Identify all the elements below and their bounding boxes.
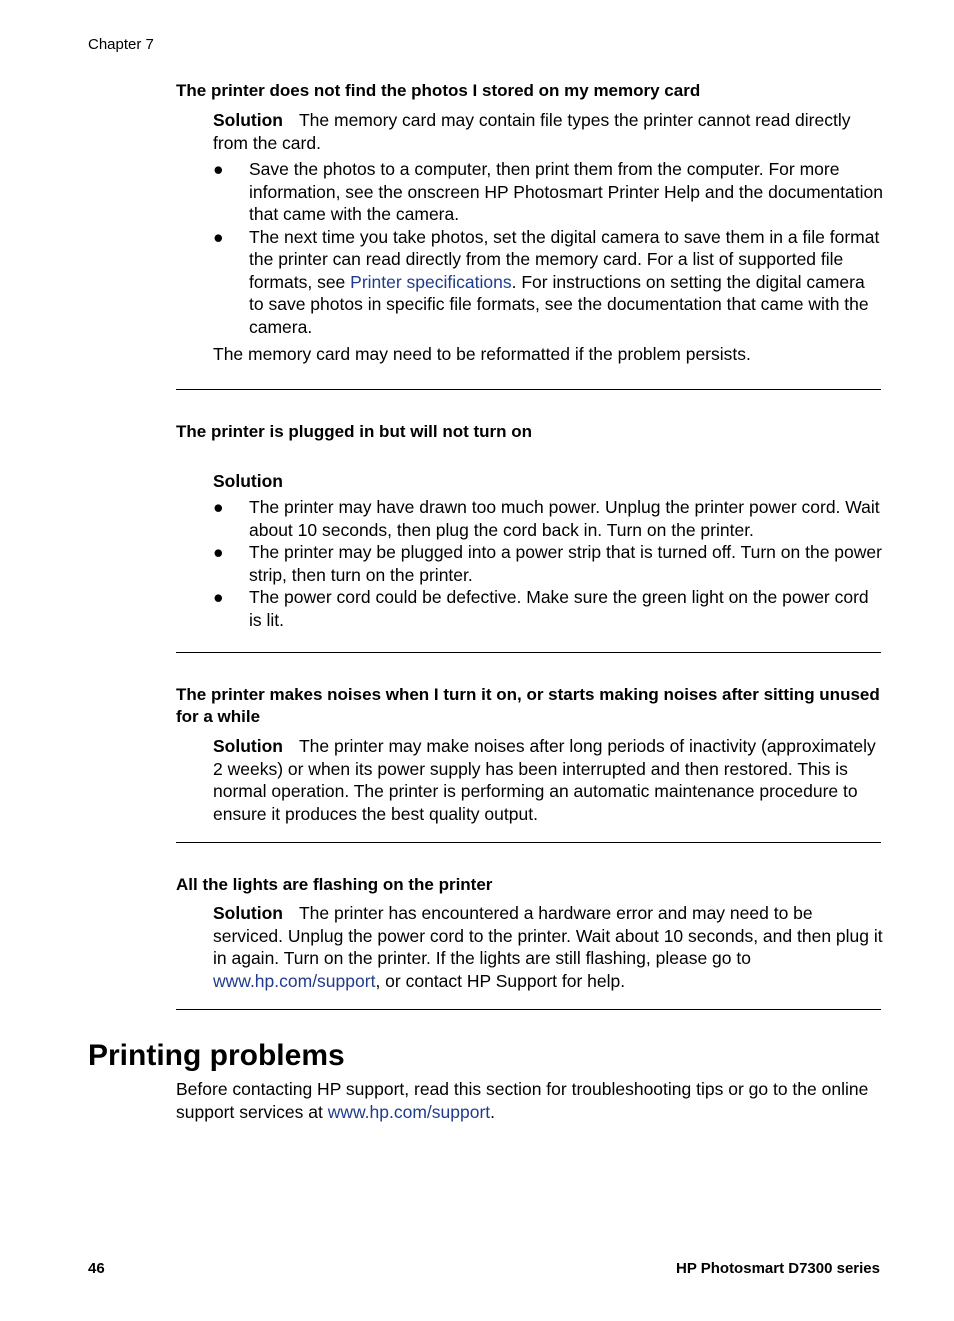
divider	[176, 652, 881, 653]
section-title-lights: All the lights are flashing on the printer	[176, 875, 493, 894]
section-title-noises: The printer makes noises when I turn it on, or starts making noises after sitting unused for a while	[176, 685, 880, 726]
reformat-note: The memory card may need to be reformatted if the problem persists.	[213, 344, 751, 364]
printing-intro	[176, 1078, 884, 1123]
solution-paragraph-memory-card	[213, 109, 883, 154]
list-item	[213, 158, 883, 226]
solution-text: The memory card may contain file types the printer cannot read directly from the card.	[213, 110, 851, 153]
list-item	[213, 226, 883, 339]
intro-text: Before contacting HP support, read this section for troubleshooting tips or go to the online support services at	[176, 1079, 869, 1122]
solution-label: Solution	[213, 471, 283, 491]
solution-text: The printer has encountered a hardware error and may need to be serviced. Unplug the power cord to the printer. Wait about 10 seconds, and then plug it in again. Turn on the printer. If the lights are still flashing, please go to	[213, 903, 883, 968]
solution-paragraph-lights	[213, 902, 883, 992]
solution-label: Solution	[213, 110, 283, 130]
chapter-label: Chapter 7	[88, 36, 154, 53]
solution-label: Solution	[213, 736, 283, 756]
page-heading-printing-problems: Printing problems	[88, 1039, 345, 1072]
solution-label: Solution	[213, 903, 283, 923]
section-title-memory-card: The printer does not find the photos I stored on my memory card	[176, 81, 701, 100]
divider	[176, 842, 881, 843]
bullet-list-memory-card	[213, 158, 883, 338]
divider	[176, 1009, 881, 1010]
solution-paragraph-noises	[213, 735, 883, 825]
footer-title: HP Photosmart D7300 series	[676, 1260, 880, 1277]
section-title-power: The printer is plugged in but will not turn on	[176, 422, 533, 441]
list-item-text: The printer may be plugged into a power strip that is turned off. Turn on the power strip, then turn on the printer.	[249, 542, 882, 585]
bullet-icon: ●	[213, 587, 224, 607]
bullet-list-power	[213, 496, 883, 631]
list-item	[213, 586, 883, 631]
list-item	[213, 496, 883, 541]
hp-support-link[interactable]: www.hp.com/support	[327, 1101, 491, 1122]
printer-specifications-link[interactable]: Printer specifications	[350, 271, 512, 292]
list-item-text: The power cord could be defective. Make sure the green light on the power cord is lit.	[249, 587, 869, 630]
list-item-text: The next time you take photos, set the digital camera to save them in a file format the printer can read directly from the memory card. For a list of supported file formats, see	[249, 226, 880, 292]
bullet-icon: ●	[213, 159, 224, 179]
list-item-text: Save the photos to a computer, then print them from the computer. For more information, see the onscreen HP Photosmart Printer Help and the documentation that came with the camera.	[249, 159, 883, 224]
list-item-text: The printer may have drawn too much power. Unplug the printer power cord. Wait about 10 seconds, then plug the cord back in. Turn on the printer.	[249, 497, 880, 540]
solution-paragraph-power	[213, 470, 883, 493]
hp-support-link[interactable]: www.hp.com/support	[213, 970, 376, 991]
page-number: 46	[88, 1260, 105, 1277]
bullet-icon: ●	[213, 542, 224, 562]
list-item	[213, 541, 883, 586]
divider	[176, 389, 881, 390]
solution-text: , or contact HP Support for help.	[375, 970, 626, 991]
solution-text: The printer may make noises after long periods of inactivity (approximately 2 weeks) or when its power supply has been interrupted and then restored. This is normal operation. The printer is performing an automatic maintenance procedure to ensure it produces the best quality output.	[213, 736, 876, 824]
bullet-icon: ●	[213, 226, 224, 247]
bullet-icon: ●	[213, 497, 224, 517]
intro-text: .	[490, 1101, 496, 1122]
list-item-text: . For instructions on setting the digital camera to save photos in specific file formats, see the documentation that came with the camera.	[249, 271, 869, 337]
